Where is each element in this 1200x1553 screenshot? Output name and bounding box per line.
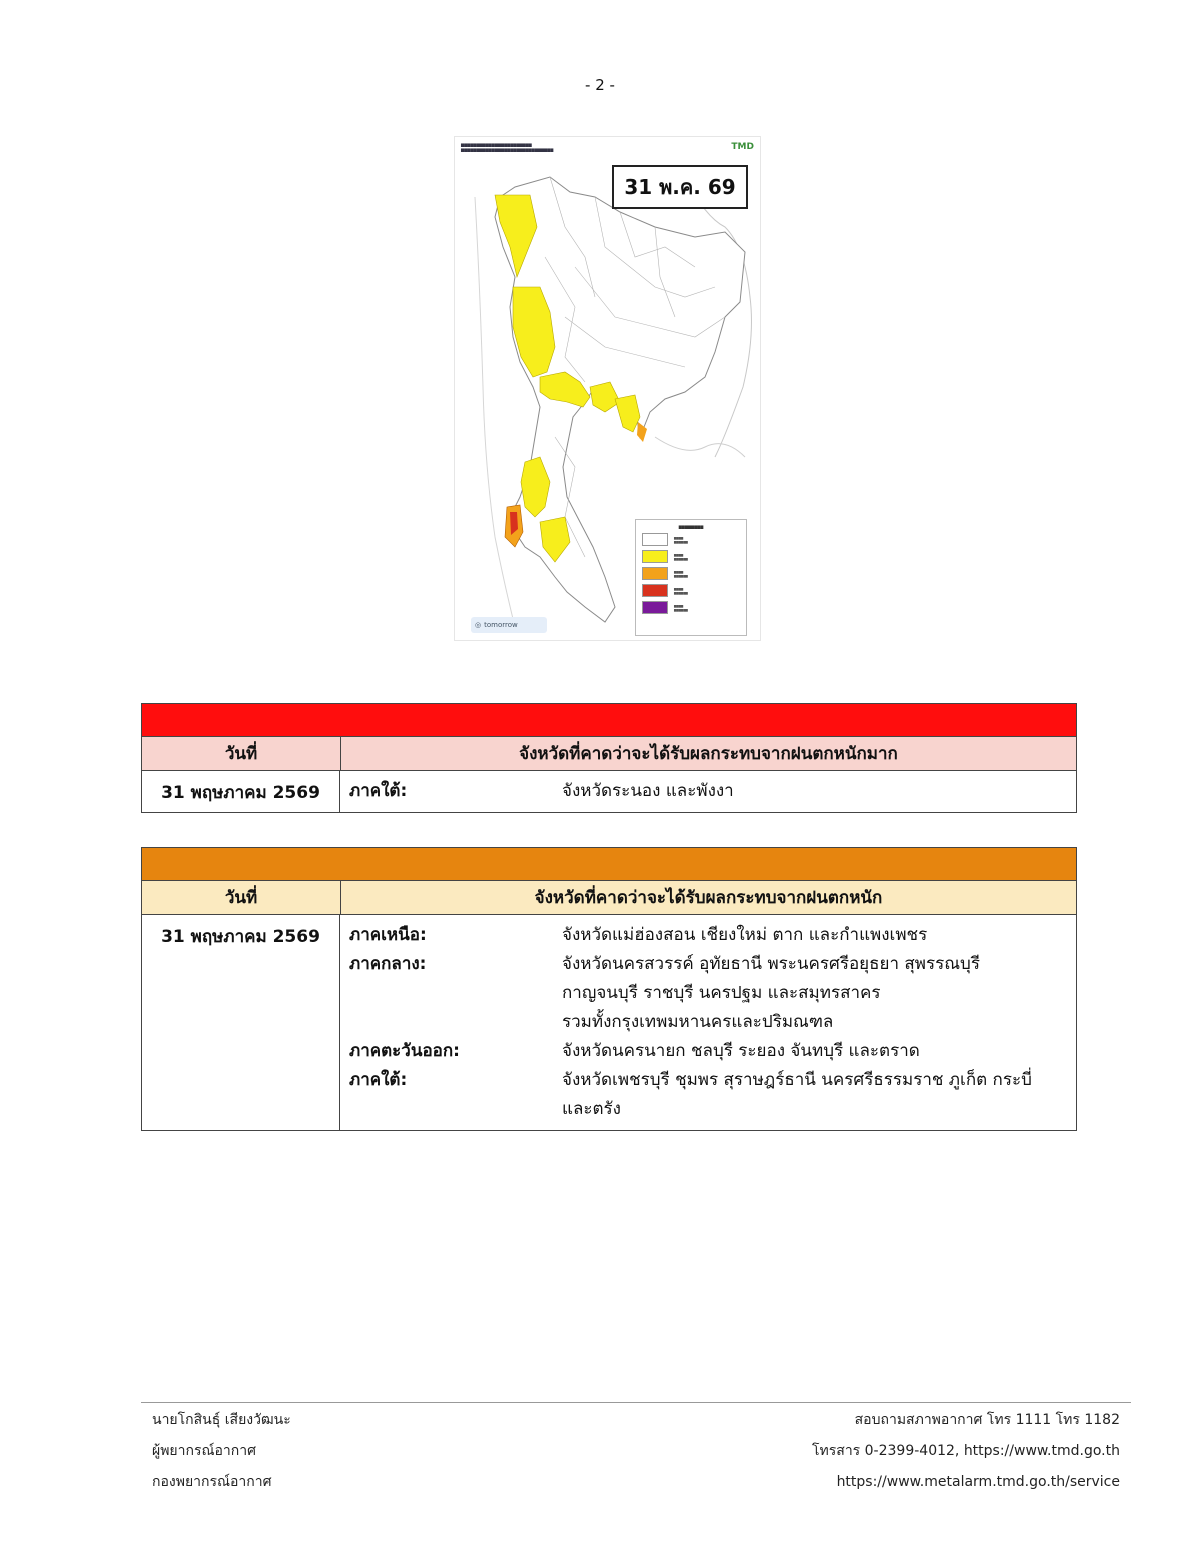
map-legend: ▆▆▆▆▆▆▆▆ ▆▆▆▆ ▆▆▆▆▆▆ ▆▆▆▆ ▆▆▆▆▆▆ ▆▆▆▆ ▆▆▆▆▆▆ ▆▆▆▆ ▆▆▆▆▆▆ ▆▆▆▆ ▆▆▆▆▆▆ [635,519,747,636]
legend-swatch-heavy [642,550,668,563]
table-row [142,771,1076,812]
legend-swatch-extreme-max [642,601,668,614]
tmd-logo: TMD [731,142,754,152]
footer-forecaster [152,1405,291,1498]
row-date: 31 พฤษภาคม 2569 [142,915,340,1130]
map-header-text: ▆▆▆▆▆▆▆▆▆▆▆▆▆▆▆▆▆▆▆▆▆▆▆ ▆▆▆▆▆▆▆▆▆▆▆▆▆▆▆▆▆▆▆▆▆▆▆▆▆▆▆▆▆▆ [461,142,554,152]
legend-swatch-very-heavy [642,567,668,580]
page-number: - 2 - [585,76,615,94]
contact-phone: สอบถามสภาพอากาศ โทร 1111 โทร 1182 [854,1412,1120,1428]
region-provinces: จังหวัดแม่ฮ่องสอน เชียงใหม่ ตาก และกำแพงเพชร [562,925,928,945]
forecaster-name: นายโกสินธุ์ เสียงวัฒนะ [152,1412,291,1428]
region-row [349,1037,1076,1066]
table-header [142,881,1076,915]
tomorrow-logo-icon: ◎ [475,621,482,629]
row-regions [340,915,1076,1130]
contact-fax-website[interactable]: โทรสาร 0-2399-4012, https://www.tmd.go.th [812,1443,1120,1459]
region-name: ภาคเหนือ: [349,925,427,945]
legend-swatch-light [642,533,668,546]
region-name: ภาคตะวันออก: [349,1041,460,1061]
heavy-rain-table [141,847,1077,1131]
region-provinces: จังหวัดนครสวรรค์ อุทัยธานี พระนครศรีอยุธยา สุพรรณบุรี กาญจนบุรี ราชบุรี นครปฐม และสมุทรสาคร รวมทั้งกรุงเทพมหานครและปริมณฑล [562,954,980,1032]
region-row [349,777,1076,806]
header-date: วันที่ [142,737,341,770]
map-date-label: 31 พ.ค. 69 [612,165,748,209]
region-row [349,950,1076,1037]
region-row [349,1066,1076,1124]
warning-level-bar-red [142,704,1076,737]
region-provinces: จังหวัดระนอง และพังงา [562,781,734,801]
region-row [349,921,1076,950]
forecaster-title: ผู้พยากรณ์อากาศ [152,1443,256,1459]
very-heavy-rain-table [141,703,1077,813]
tomorrow-brand: ◎ tomorrow [471,617,547,633]
table-header [142,737,1076,771]
legend-swatch-extreme [642,584,668,597]
region-name: ภาคกลาง: [349,954,427,974]
region-name: ภาคใต้: [349,781,408,801]
region-provinces: จังหวัดเพชรบุรี ชุมพร สุราษฎร์ธานี นครศรีธรรมราช ภูเก็ต กระบี่ และตรัง [562,1070,1032,1119]
header-provinces: จังหวัดที่คาดว่าจะได้รับผลกระทบจากฝนตกหนัก [534,888,883,908]
header-date: วันที่ [142,881,341,914]
footer-divider [141,1402,1131,1403]
header-provinces: จังหวัดที่คาดว่าจะได้รับผลกระทบจากฝนตกหนักมาก [519,744,898,764]
row-date: 31 พฤษภาคม 2569 [142,771,340,812]
footer-contact [812,1405,1120,1498]
table-row [142,915,1076,1130]
region-name: ภาคใต้: [349,1070,408,1090]
contact-metalarm-link[interactable]: https://www.metalarm.tmd.go.th/service [836,1474,1120,1490]
warning-level-bar-orange [142,848,1076,881]
row-regions [340,771,1076,812]
forecaster-division: กองพยากรณ์อากาศ [152,1474,272,1490]
region-provinces: จังหวัดนครนายก ชลบุรี ระยอง จันทบุรี และตราด [562,1041,920,1061]
rainfall-forecast-map [455,137,760,640]
